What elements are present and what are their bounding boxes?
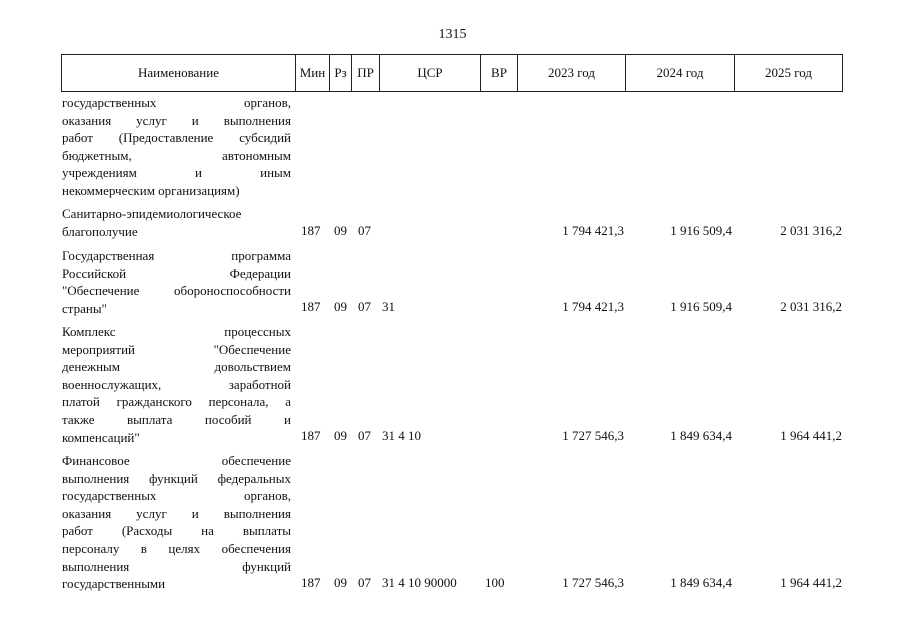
row-name-line: работ (Предоставление субсидий [62,130,291,146]
cell-2024: 1 849 634,4 [670,575,732,590]
row-name-line: Санитарно-эпидемиологическое [62,206,242,221]
row-name-line: также выплата пособий и [62,411,291,427]
header-vr: ВР [481,55,518,91]
table-row [62,247,291,317]
row-name-line: "Обеспечение обороноспособности [62,283,291,299]
row-name-line: денежным довольствием [62,359,291,375]
row-name-line: персоналу в целях обеспечения [62,540,291,556]
row-name-line: страны" [62,300,107,316]
cell-rz: 09 [334,223,347,238]
cell-2023: 1 727 546,3 [562,428,624,443]
row-name-line: бюджетным, автономным [62,147,291,163]
cell-pr: 07 [358,299,371,314]
cell-2023: 1 794 421,3 [562,299,624,314]
cell-2024: 1 849 634,4 [670,428,732,443]
cell-2023: 1 794 421,3 [562,223,624,238]
row-name-line: военнослужащих, заработной [62,376,291,392]
header-csr: ЦСР [380,55,481,91]
cell-pr: 07 [358,428,371,443]
row-name-line: Государственная программа [62,248,291,263]
table-row [62,323,291,446]
table-header [61,54,843,92]
cell-2025: 2 031 316,2 [780,299,842,314]
row-name-line: выполнения функций [62,558,291,574]
cell-pr: 07 [358,575,371,590]
cell-2023: 1 727 546,3 [562,575,624,590]
header-2025: 2025 год [765,65,812,80]
cell-vr: 100 [485,575,505,590]
table-row [62,205,291,240]
row-name-line: мероприятий "Обеспечение [62,341,291,357]
cell-2024: 1 916 509,4 [670,223,732,238]
header-rz: Рз [330,55,352,91]
header-name: Наименование [62,55,296,91]
row-name-line: Финансовое обеспечение [62,453,291,468]
cell-csr: 31 [382,299,395,314]
row-name-line: некоммерческим организациям) [62,182,240,198]
row-name-line: Комплекс процессных [62,324,291,339]
row-name-line: оказания услуг и выполнения [62,112,291,128]
cell-min: 187 [301,575,321,590]
cell-csr: 31 4 10 [382,428,421,443]
cell-2024: 1 916 509,4 [670,299,732,314]
row-name-line: работ (Расходы на выплаты [62,523,291,539]
cell-rz: 09 [334,299,347,314]
row-name-line: компенсаций" [62,429,140,445]
row-name-line: Российской Федерации [62,265,291,281]
cell-min: 187 [301,428,321,443]
cell-rz: 09 [334,428,347,443]
row-name-line: выполнения функций федеральных [62,470,291,486]
cell-min: 187 [301,223,321,238]
header-min: Мин [296,55,330,91]
header-2023: 2023 год [518,55,626,91]
header-pr: ПР [352,55,380,91]
cell-csr: 31 4 10 90000 [382,575,457,590]
header-2024: 2024 год [626,55,735,91]
table-row [62,94,291,200]
cell-pr: 07 [358,223,371,238]
row-name-line: оказания услуг и выполнения [62,505,291,521]
cell-2025: 1 964 441,2 [780,428,842,443]
table-row [62,452,291,593]
row-name-line: платой гражданского персонала, а [62,394,291,410]
cell-rz: 09 [334,575,347,590]
page-number: 1315 [438,27,467,42]
cell-2025: 1 964 441,2 [780,575,842,590]
cell-min: 187 [301,299,321,314]
row-name-line: благополучие [62,223,138,239]
cell-2025: 2 031 316,2 [780,223,842,238]
row-name-line: учреждениям и иным [62,165,291,181]
row-name-line: государственными [62,576,166,592]
row-name-line: государственных органов, [62,488,291,504]
row-name-line: государственных органов, [62,95,291,110]
